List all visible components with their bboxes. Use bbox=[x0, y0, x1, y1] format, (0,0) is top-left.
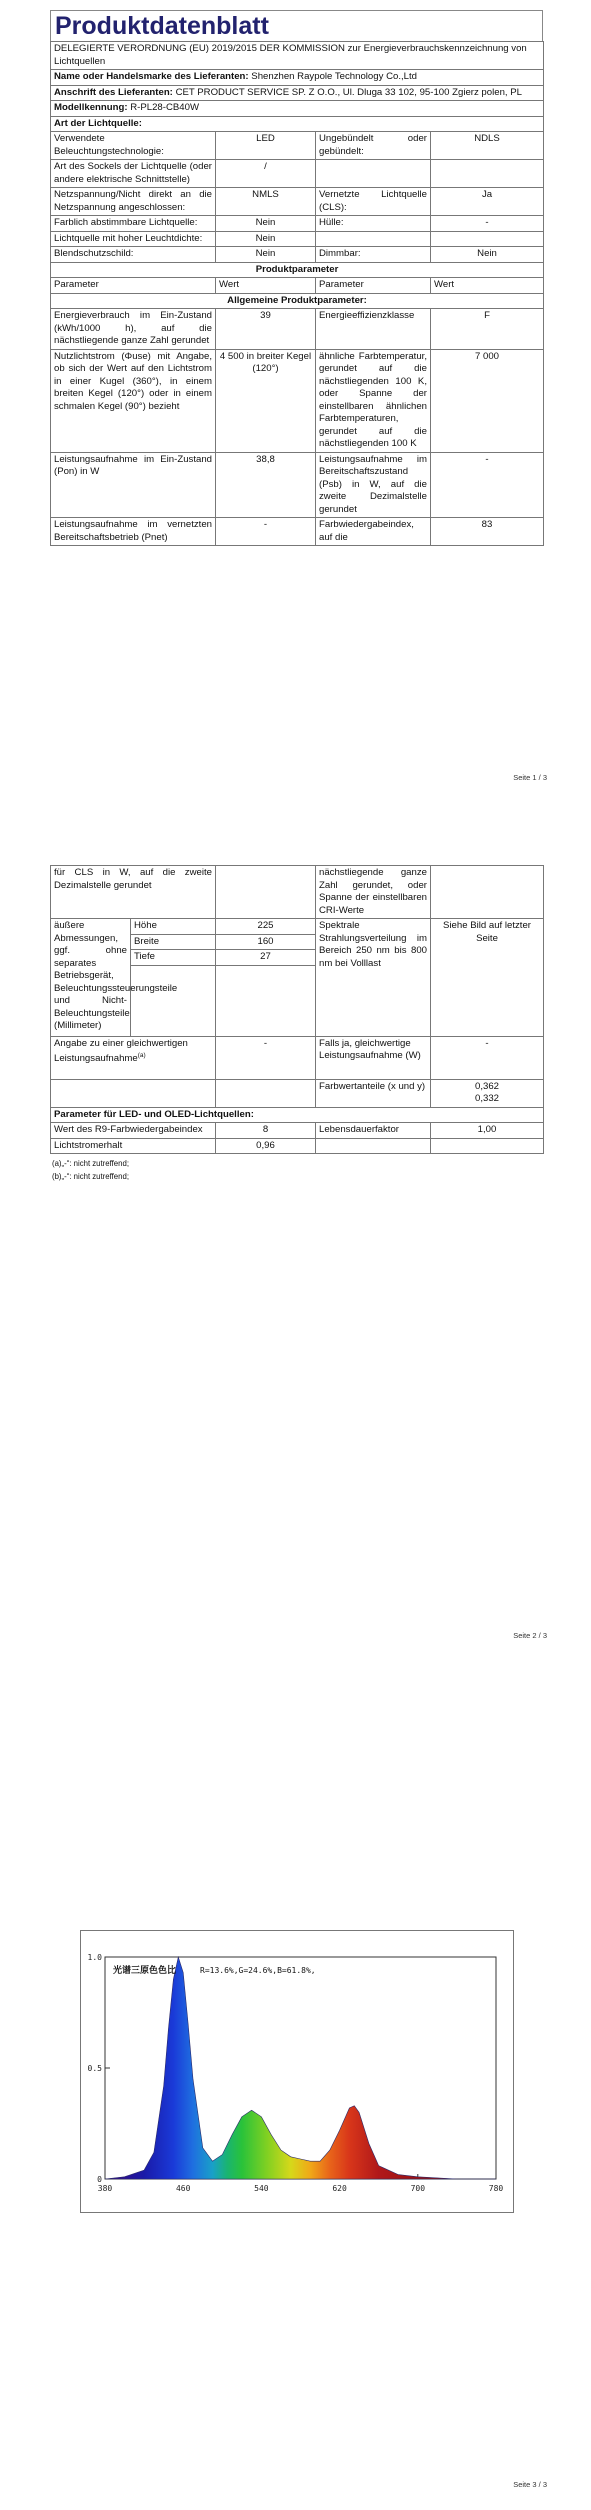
light-source-cell-c: Hülle: bbox=[316, 216, 431, 232]
equiv-power-value: - bbox=[216, 1036, 316, 1079]
light-source-cell-a: Farblich abstimmbare Lichtquelle: bbox=[51, 216, 216, 232]
col-value-header-2: Wert bbox=[431, 278, 544, 294]
light-source-cell-b: Nein bbox=[216, 231, 316, 247]
light-source-cell-d: Ja bbox=[431, 188, 544, 216]
r9-value: 8 bbox=[216, 1123, 316, 1139]
general-param-cell-d: - bbox=[431, 452, 544, 518]
empty-cell bbox=[431, 866, 544, 919]
lumen-maintenance-value: 0,96 bbox=[216, 1138, 316, 1154]
page-1 bbox=[0, 0, 591, 800]
model-label: Modellkennung: bbox=[54, 102, 128, 113]
standby-network-cont: für CLS in W, auf die zweite Dezimalstelle gerundet bbox=[51, 866, 216, 919]
light-source-cell-b: LED bbox=[216, 132, 316, 160]
supplier-name-label: Name oder Handelsmarke des Lieferanten: bbox=[54, 71, 249, 82]
datasheet-page-1 bbox=[50, 10, 543, 546]
spectral-label: Spektrale Strahlungsverteilung im Bereich 250 nm bis 800 nm bei Volllast bbox=[316, 919, 431, 1037]
light-source-cell-a: Lichtquelle mit hoher Leuchtdichte: bbox=[51, 231, 216, 247]
empty-cell bbox=[131, 965, 216, 1036]
general-param-cell-d: F bbox=[431, 309, 544, 350]
model-row bbox=[51, 101, 544, 117]
footnote-a: (a)„-“: nicht zutreffend; bbox=[52, 1159, 129, 1168]
light-source-cell-d: Nein bbox=[431, 247, 544, 263]
general-param-cell-b: 38,8 bbox=[216, 452, 316, 518]
equiv-power-text: Angabe zu einer gleichwertigen Leistungsaufnahme bbox=[54, 1037, 188, 1065]
light-source-cell-a: Blendschutzschild: bbox=[51, 247, 216, 263]
page-number: Seite 1 / 3 bbox=[513, 773, 547, 782]
light-source-cell-d: - bbox=[431, 216, 544, 232]
spectrum-svg bbox=[81, 1931, 513, 2212]
equiv-power-watts-label: Falls ja, gleichwertige Leistungsaufnahme (W) bbox=[316, 1036, 431, 1079]
datasheet-table-1 bbox=[50, 41, 544, 546]
general-param-cell-b: - bbox=[216, 518, 316, 546]
general-param-row bbox=[51, 309, 544, 350]
survival-factor-value: 1,00 bbox=[431, 1123, 544, 1139]
x-tick-label: 700 bbox=[410, 2184, 426, 2193]
spectral-value: Siehe Bild auf letzter Seite bbox=[431, 919, 544, 1037]
general-param-cell-a: Energieverbrauch im Ein-Zustand (kWh/1000 h), auf die nächstliegende ganze Zahl gerundet bbox=[51, 309, 216, 350]
light-source-cell-d bbox=[431, 231, 544, 247]
light-source-row bbox=[51, 216, 544, 232]
supplier-address-label: Anschrift des Lieferanten: bbox=[54, 86, 173, 98]
light-source-cell-a: Netzspannung/Nicht direkt an die Netzspannung angeschlossen: bbox=[51, 188, 216, 216]
empty-cell bbox=[216, 1079, 316, 1107]
spectral-distribution-chart bbox=[80, 1930, 514, 2213]
page-number: Seite 3 / 3 bbox=[513, 2480, 547, 2489]
footnotes bbox=[50, 1157, 543, 1183]
equiv-power-footnote-ref: (a) bbox=[137, 1052, 146, 1059]
light-source-type-heading: Art der Lichtquelle: bbox=[51, 116, 544, 132]
led-params-heading: Parameter für LED- und OLED-Lichtquellen: bbox=[51, 1107, 544, 1123]
datasheet-page-2 bbox=[50, 865, 543, 1183]
page-title: Produktdatenblatt bbox=[50, 10, 543, 41]
equiv-power-watts-value: - bbox=[431, 1036, 544, 1079]
light-source-cell-b: / bbox=[216, 160, 316, 188]
page-number: Seite 2 / 3 bbox=[513, 1631, 547, 1640]
supplier-address: CET PRODUCT SERVICE SP. Z O.O., Ul. Dluga 33 102, 95-100 Zgierz polen, PL bbox=[175, 86, 522, 98]
equiv-power-label bbox=[51, 1036, 216, 1079]
general-param-cell-c: Energieeffizienzklasse bbox=[316, 309, 431, 350]
dimensions-label: äußere Abmessungen, ggf. ohne separates Betriebsgerät, Beleuchtungssteuerungsteile und Nicht-Beleuchtungsteile (Millimeter) bbox=[51, 919, 131, 1037]
x-tick-label: 620 bbox=[332, 2184, 347, 2193]
y-tick-label: 0 bbox=[97, 2175, 102, 2184]
empty-cell bbox=[316, 1138, 431, 1154]
page-3 bbox=[0, 1755, 591, 2510]
light-source-row bbox=[51, 132, 544, 160]
light-source-cell-d bbox=[431, 160, 544, 188]
light-source-cell-b: NMLS bbox=[216, 188, 316, 216]
supplier-name: Shenzhen Raypole Technology Co.,Ltd bbox=[251, 71, 417, 82]
light-source-row bbox=[51, 231, 544, 247]
light-source-cell-a: Verwendete Beleuchtungstechnologie: bbox=[51, 132, 216, 160]
x-tick-label: 780 bbox=[488, 2184, 504, 2193]
dim-value-width: 160 bbox=[216, 934, 316, 950]
light-source-cell-c: Ungebündelt oder gebündelt: bbox=[316, 132, 431, 160]
general-param-row bbox=[51, 452, 544, 518]
chart-subtitle: R=13.6%,G=24.6%,B=61.8%, bbox=[200, 1966, 316, 1975]
x-tick-label: 380 bbox=[97, 2184, 113, 2193]
chromaticity-label: Farbwertanteile (x und y) bbox=[316, 1079, 431, 1107]
empty-cell bbox=[51, 1079, 216, 1107]
general-param-cell-a: Nutzlichtstrom (Φuse) mit Angabe, ob sich der Wert auf den Lichtstrom in einer Kugel (360°), in einem breiten Kegel (120°) oder in einem schmalen Kegel (90°) bezieht bbox=[51, 349, 216, 452]
general-param-cell-c: Leistungsaufnahme im Bereitschaftszustand (Psb) in W, auf die zweite Dezimalstelle gerundet bbox=[316, 452, 431, 518]
dim-value-height: 225 bbox=[216, 919, 316, 935]
general-param-cell-a: Leistungsaufnahme im vernetzten Bereitschaftsbetrieb (Pnet) bbox=[51, 518, 216, 546]
cri-cont: nächstliegende ganze Zahl gerundet, oder Spanne der einstellbaren CRI-Werte bbox=[316, 866, 431, 919]
dim-value-depth: 27 bbox=[216, 950, 316, 966]
dim-name-width: Breite bbox=[131, 934, 216, 950]
chromaticity-y: 0,332 bbox=[474, 1093, 499, 1104]
general-param-cell-d: 83 bbox=[431, 518, 544, 546]
general-param-cell-b: 4 500 in breiter Kegel (120°) bbox=[216, 349, 316, 452]
light-source-row bbox=[51, 160, 544, 188]
col-param-header-2: Parameter bbox=[316, 278, 431, 294]
survival-factor-label: Lebensdauerfaktor bbox=[316, 1123, 431, 1139]
chart-title: 光谱三原色色比 bbox=[113, 1966, 177, 1976]
spectrum-area bbox=[105, 1957, 496, 2179]
chromaticity-values bbox=[431, 1079, 544, 1107]
chromaticity-x: 0,362 bbox=[474, 1080, 499, 1092]
light-source-cell-a: Art des Sockels der Lichtquelle (oder andere elektrische Schnittstelle) bbox=[51, 160, 216, 188]
light-source-row bbox=[51, 188, 544, 216]
r9-label: Wert des R9-Farbwiedergabeindex bbox=[51, 1123, 216, 1139]
y-tick-label: 1.0 bbox=[87, 1953, 102, 1962]
col-value-header: Wert bbox=[216, 278, 316, 294]
light-source-cell-b: Nein bbox=[216, 247, 316, 263]
light-source-cell-c bbox=[316, 231, 431, 247]
light-source-cell-c: Vernetzte Lichtquelle (CLS): bbox=[316, 188, 431, 216]
general-param-cell-c: ähnliche Farbtemperatur, gerundet auf die nächstliegenden 100 K, oder Spanne der einstellbaren ähnlichen Farbtemperaturen, gerundet auf die nächstliegenden 100 K bbox=[316, 349, 431, 452]
footnote-b: (b)„-“: nicht zutreffend; bbox=[52, 1172, 129, 1181]
supplier-name-row bbox=[51, 70, 544, 86]
general-param-cell-a: Leistungsaufnahme im Ein-Zustand (Pon) in W bbox=[51, 452, 216, 518]
general-param-cell-d: 7 000 bbox=[431, 349, 544, 452]
model-id: R-PL28-CB40W bbox=[130, 102, 199, 113]
col-param-header: Parameter bbox=[51, 278, 216, 294]
empty-cell bbox=[216, 965, 316, 1036]
general-param-cell-b: 39 bbox=[216, 309, 316, 350]
dim-name-depth: Tiefe bbox=[131, 950, 216, 966]
x-tick-label: 540 bbox=[254, 2184, 269, 2193]
regulation-text: DELEGIERTE VERORDNUNG (EU) 2019/2015 DER KOMMISSION zur Energieverbrauchskennzeichnung von Lichtquellen bbox=[51, 42, 544, 70]
empty-cell bbox=[216, 866, 316, 919]
datasheet-table-2 bbox=[50, 865, 544, 1154]
empty-cell bbox=[431, 1138, 544, 1154]
product-params-heading: Produktparameter bbox=[51, 262, 544, 278]
page-2 bbox=[0, 855, 591, 1685]
light-source-cell-b: Nein bbox=[216, 216, 316, 232]
supplier-address-row bbox=[51, 85, 544, 101]
light-source-cell-c: Dimmbar: bbox=[316, 247, 431, 263]
general-param-cell-c: Farbwiedergabeindex, auf die bbox=[316, 518, 431, 546]
general-param-row bbox=[51, 349, 544, 452]
x-tick-label: 460 bbox=[175, 2184, 191, 2193]
lumen-maintenance-label: Lichtstromerhalt bbox=[51, 1138, 216, 1154]
general-param-row bbox=[51, 518, 544, 546]
light-source-cell-c bbox=[316, 160, 431, 188]
light-source-row bbox=[51, 247, 544, 263]
dim-name-height: Höhe bbox=[131, 919, 216, 935]
y-tick-label: 0.5 bbox=[87, 2064, 102, 2073]
general-params-heading: Allgemeine Produktparameter: bbox=[51, 293, 544, 309]
light-source-cell-d: NDLS bbox=[431, 132, 544, 160]
